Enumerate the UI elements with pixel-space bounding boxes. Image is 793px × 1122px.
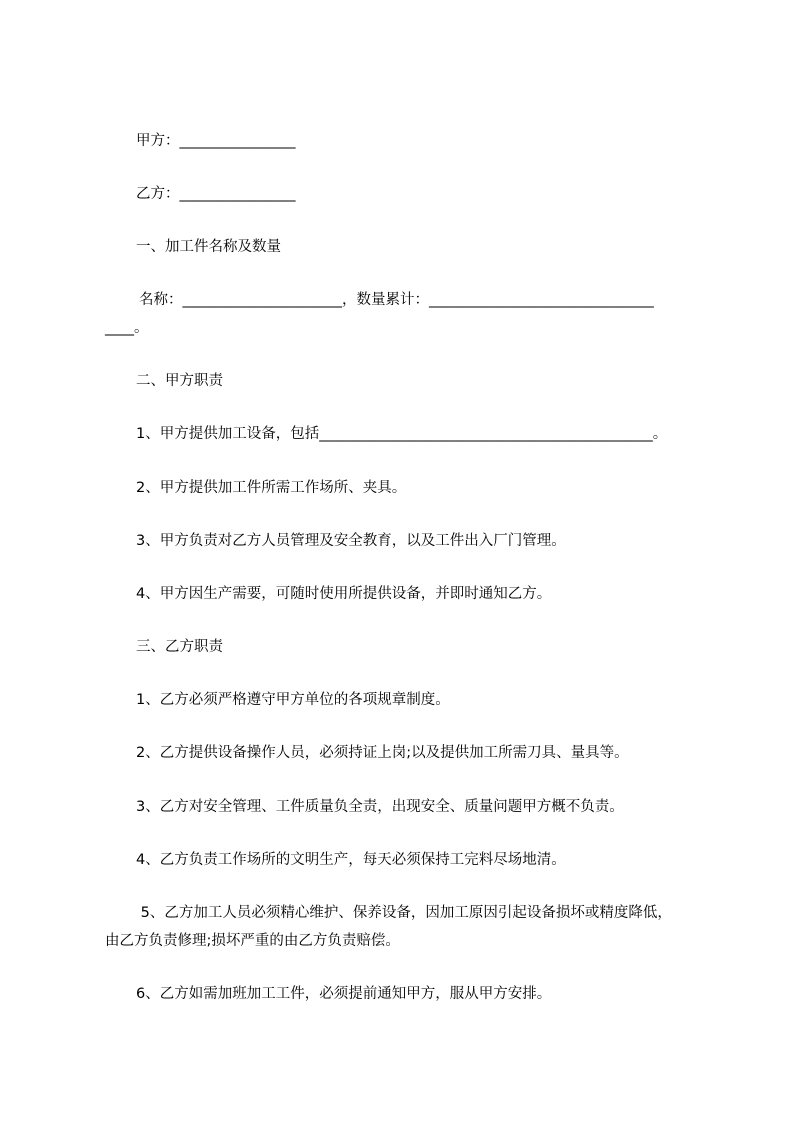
party-a-duty-2: 2、甲方提供加工件所需工作场所、夹具。 (136, 480, 407, 496)
party-a-duty-1: 1、甲方提供加工设备，包括______________________________________________。 (136, 426, 668, 442)
item-name-quantity-line-continued: ____。 (105, 320, 149, 336)
party-b-duty-2: 2、乙方提供设备操作人员，必须持证上岗;以及提供加工所需刀具、量具等。 (136, 745, 629, 761)
party-b-duty-5-continued: 由乙方负责修理;损坏严重的由乙方负责赔偿。 (105, 933, 400, 949)
section-2-heading: 二、甲方职责 (136, 373, 223, 389)
section-1-heading: 一、加工件名称及数量 (136, 239, 281, 255)
party-b-duty-1: 1、乙方必须严格遵守甲方单位的各项规章制度。 (136, 692, 450, 708)
section-3-heading: 三、乙方职责 (136, 639, 223, 655)
party-b-duty-4: 4、乙方负责工作场所的文明生产，每天必须保持工完料尽场地清。 (136, 852, 566, 868)
party-a-duty-3: 3、甲方负责对乙方人员管理及安全教育，以及工件出入厂门管理。 (136, 533, 566, 549)
party-b-duty-3: 3、乙方对安全管理、工件质量负全责，出现安全、质量问题甲方概不负责。 (136, 799, 624, 815)
party-a-line: 甲方：________________ (136, 133, 296, 149)
party-a-duty-4: 4、甲方因生产需要，可随时使用所提供设备，并即时通知乙方。 (136, 586, 552, 602)
party-b-line: 乙方：________________ (136, 186, 296, 202)
party-b-duty-6: 6、乙方如需加班加工工件，必须提前通知甲方，服从甲方安排。 (136, 986, 552, 1002)
party-b-duty-5: 5、乙方加工人员必须精心维护、保养设备，因加工原因引起设备损坏或精度降低， (136, 905, 672, 921)
item-name-quantity-line: 名称：______________________，数量累计：_______________________________ (139, 292, 654, 308)
